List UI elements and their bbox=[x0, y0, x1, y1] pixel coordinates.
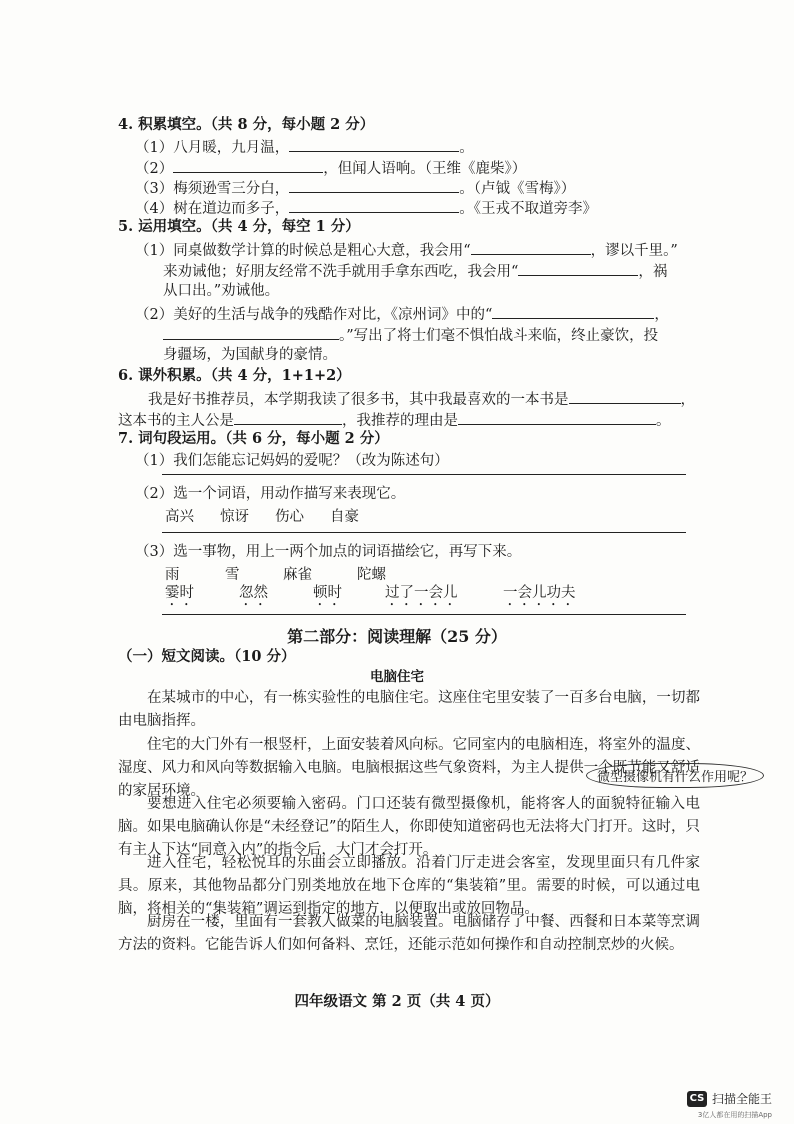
answer-line[interactable] bbox=[162, 614, 686, 615]
q4-item-4: （4）树在道边而多子， 。《王戎不取道旁李》 bbox=[135, 198, 597, 218]
scanner-watermark bbox=[687, 1090, 772, 1107]
q4-title: 4. 积累填空。（共 8 分，每小题 2 分） bbox=[118, 116, 375, 133]
q5-item-2-line-3: 身疆场，为国献身的豪情。 bbox=[163, 347, 337, 363]
answer-blank[interactable] bbox=[289, 137, 459, 152]
passage-paragraph-5: 厨房在一楼，里面有一套教人做菜的电脑装置。电脑储存了中餐、西餐和日本菜等烹调方法的资料。它能告诉人们如何备料、烹饪，还能示范如何操作和自动控制烹炒的火候。 bbox=[118, 914, 700, 953]
q5-item-1-line-1: （1）同桌做数学计算的时候总是粗心大意，我会用“ ，谬以千里。” bbox=[135, 240, 678, 260]
handwritten-annotation: 微型摄像机有什么作用呢？ bbox=[586, 763, 764, 788]
q5-title: 5. 运用填空。（共 4 分，每空 1 分） bbox=[118, 218, 360, 235]
passage-paragraph-4: 进入住宅，轻松悦耳的乐曲会立即播放。沿着门厅走进会客室，发现里面只有几件家具。原来，其他物品都分门别类地放在地下仓库的“集装箱”里。需要的时候，可以通过电脑，将相关的“集装箱”调运到指定的地方，以便取出或放回物品。 bbox=[118, 855, 700, 917]
q5-item-2-line-2: 。”写出了将士们毫不惧怕战斗来临，终止豪饮，投 bbox=[163, 325, 658, 345]
q7-title: 7. 词句段运用。（共 6 分，每小题 2 分） bbox=[118, 430, 389, 447]
q5-item-2-line-1: （2）美好的生活与战争的残酷作对比，《凉州词》中的“ ， bbox=[135, 304, 669, 324]
q6-line-1: 我是好书推荐员，本学期我读了很多书，其中我最喜欢的一本书是 ， bbox=[148, 389, 695, 409]
q7-sub-2: （2）选一个词语，用动作描写来表现它。 bbox=[135, 486, 406, 502]
answer-blank[interactable] bbox=[163, 325, 339, 340]
q7-sub-2-words: 高兴 惊讶 伤心 自豪 bbox=[165, 509, 359, 525]
q6-title: 6. 课外积累。（共 4 分，1+1+2） bbox=[118, 367, 351, 384]
q6-line-2: 这本书的主人公是 ，我推荐的理由是 。 bbox=[118, 410, 671, 430]
q4-item-2: （2） ，但闻人语响。（王维《鹿柴》） bbox=[135, 158, 526, 178]
q5-item-1-line-3: 从口出。”劝诫他。 bbox=[163, 283, 280, 299]
answer-blank[interactable] bbox=[289, 178, 459, 193]
answer-blank[interactable] bbox=[234, 410, 342, 425]
answer-blank[interactable] bbox=[492, 304, 654, 319]
q4-item-3: （3）梅须逊雪三分白， 。（卢钺《雪梅》） bbox=[135, 178, 575, 198]
q5-item-1-line-2: 来劝诫他；好朋友经常不洗手就用手拿东西吃，我会用“ ，祸 bbox=[163, 261, 667, 281]
passage-title: 电脑住宅 bbox=[370, 669, 424, 685]
page-footer: 四年级语文 第 2 页（共 4 页） bbox=[294, 993, 500, 1010]
reading-subheading: （一）短文阅读。（10 分） bbox=[118, 648, 296, 665]
answer-blank[interactable] bbox=[458, 410, 656, 425]
q7-sub-3: （3）选一事物，用上一两个加点的词语描绘它，再写下来。 bbox=[135, 544, 522, 560]
scanner-tagline: 3亿人都在用的扫描App bbox=[697, 1111, 772, 1119]
answer-line[interactable] bbox=[162, 532, 686, 533]
answer-blank[interactable] bbox=[289, 198, 459, 213]
passage-paragraph-3: 要想进入住宅必须要输入密码。门口还装有微型摄像机，能将客人的面貌特征输入电脑。如果电脑确认你是“未经登记”的陌生人，你即使知道密码也无法将大门打开。这时，只有主人下达“同意入内”的指令后，大门才会打开。 bbox=[118, 796, 700, 858]
section-heading: 第二部分：阅读理解（25 分） bbox=[287, 627, 507, 646]
answer-blank[interactable] bbox=[173, 158, 323, 173]
answer-blank[interactable] bbox=[471, 240, 591, 255]
answer-blank[interactable] bbox=[518, 261, 638, 276]
passage-paragraph-1: 在某城市的中心，有一栋实验性的电脑住宅。这座住宅里安装了一百多台电脑，一切都由电脑指挥。 bbox=[118, 690, 700, 729]
q7-sub-1: （1）我们怎能忘记妈妈的爱呢？（改为陈述句） bbox=[135, 453, 449, 469]
passage-paragraph-2: 住宅的大门外有一根竖杆，上面安装着风向标。它同室内的电脑相连，将室外的温度、湿度、风力和风向等数据输入电脑。电脑根据这些气象资料，为主人提供一个既节能又舒适的家居环境。 bbox=[118, 737, 700, 799]
answer-line[interactable] bbox=[162, 474, 686, 475]
answer-blank[interactable] bbox=[569, 389, 681, 404]
scanner-app-name: 扫描全能王 bbox=[711, 1092, 772, 1106]
camscanner-logo-icon: CS bbox=[687, 1091, 707, 1107]
q4-item-1: （1）八月暖，九月温， 。 bbox=[135, 137, 474, 157]
